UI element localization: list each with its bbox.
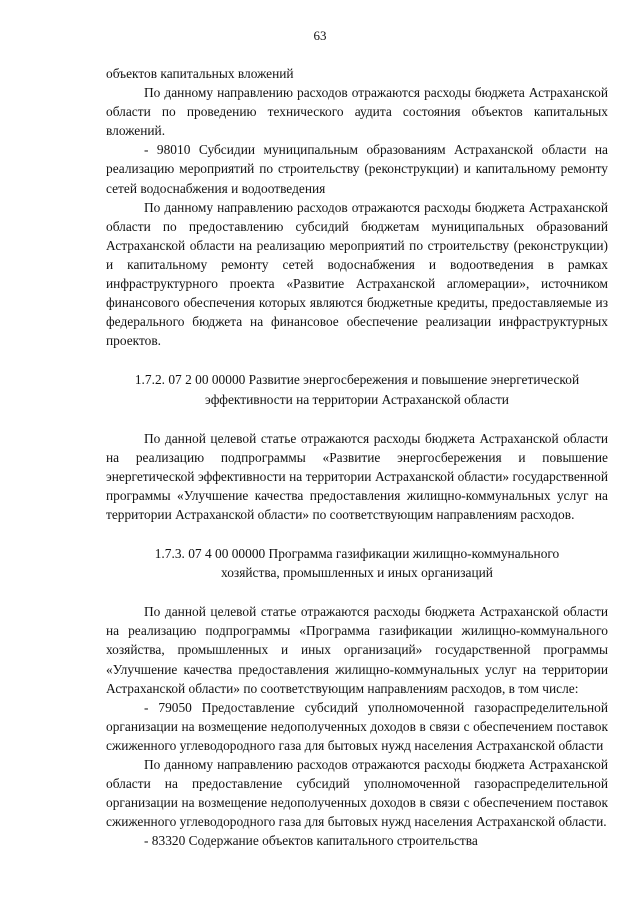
paragraph-79050: - 79050 Предоставление субсидий уполномоченной газораспределительной организации на возмещение недополученных доходов в связи с обеспечением поставок сжиженного углеводородного газа для бытовых нужд населения Астраханской области bbox=[106, 699, 608, 753]
paragraph-79050-description: По данному направлению расходов отражаются расходы бюджета Астраханской области на предоставление субсидий уполномоченной газораспределительной организации на возмещение недополученных доходов в связи с обеспечением поставок сжиженного углеводородного газа для бытовых нужд населения Астраханской области. bbox=[106, 757, 608, 830]
paragraph-83320: - 83320 Содержание объектов капитального строительства bbox=[144, 833, 478, 849]
section-heading-line: хозяйства, промышленных и иных организаций bbox=[221, 565, 493, 581]
paragraph-1-7-3-description: По данной целевой статье отражаются расходы бюджета Астраханской области на реализацию подпрограммы «Программа газификации жилищно-коммунального хозяйства, промышленных и иных организаций» государственной программы «Улучшение качества предоставления жилищно-коммунальных услуг на территории Астраханской области» по соответствующим направлениям расходов, в том числе: bbox=[106, 604, 608, 696]
section-heading-1-7-2 bbox=[106, 370, 608, 408]
document-body bbox=[106, 64, 608, 850]
paragraph-98010: - 98010 Субсидии муниципальным образованиям Астраханской области на реализацию мероприятий по строительству (реконструкции) и капитальному ремонту сетей водоснабжения и водоотведения bbox=[106, 142, 608, 196]
paragraph-1-7-2-description: По данной целевой статье отражаются расходы бюджета Астраханской области на реализацию подпрограммы «Развитие энергосбережения и повышение энергетической эффективности на территории Астраханской области» государственной программы «Улучшение качества предоставления жилищно-коммунальных услуг на территории Астраханской области» по соответствующим направлениям расходов. bbox=[106, 430, 608, 522]
paragraph-audit: По данному направлению расходов отражаются расходы бюджета Астраханской области по проведению технического аудита состояния объектов капитальных вложений. bbox=[106, 85, 608, 139]
section-heading-line: 1.7.3. 07 4 00 00000 Программа газификации жилищно-коммунального bbox=[154, 546, 560, 562]
page-number: 63 bbox=[313, 28, 327, 43]
paragraph-continuation: объектов капитальных вложений bbox=[106, 66, 294, 81]
paragraph-98010-description: По данному направлению расходов отражаются расходы бюджета Астраханской области по предоставлению субсидий бюджетам муниципальных образований Астраханской области на реализацию мероприятий по строительству (реконструкции) и капитальному ремонту сетей водоснабжения и водоотведения в рамках инфраструктурного проекта «Развитие Астраханской агломерации», источником финансового обеспечения которых являются бюджетные кредиты, предоставляемые из федерального бюджета на финансовое обеспечение реализации инфраструктурных проектов. bbox=[106, 199, 608, 349]
section-heading-line: 1.7.2. 07 2 00 00000 Развитие энергосбережения и повышение энергетической bbox=[134, 372, 580, 388]
section-heading-line: эффективности на территории Астраханской области bbox=[205, 391, 509, 407]
section-heading-1-7-3 bbox=[106, 544, 608, 582]
